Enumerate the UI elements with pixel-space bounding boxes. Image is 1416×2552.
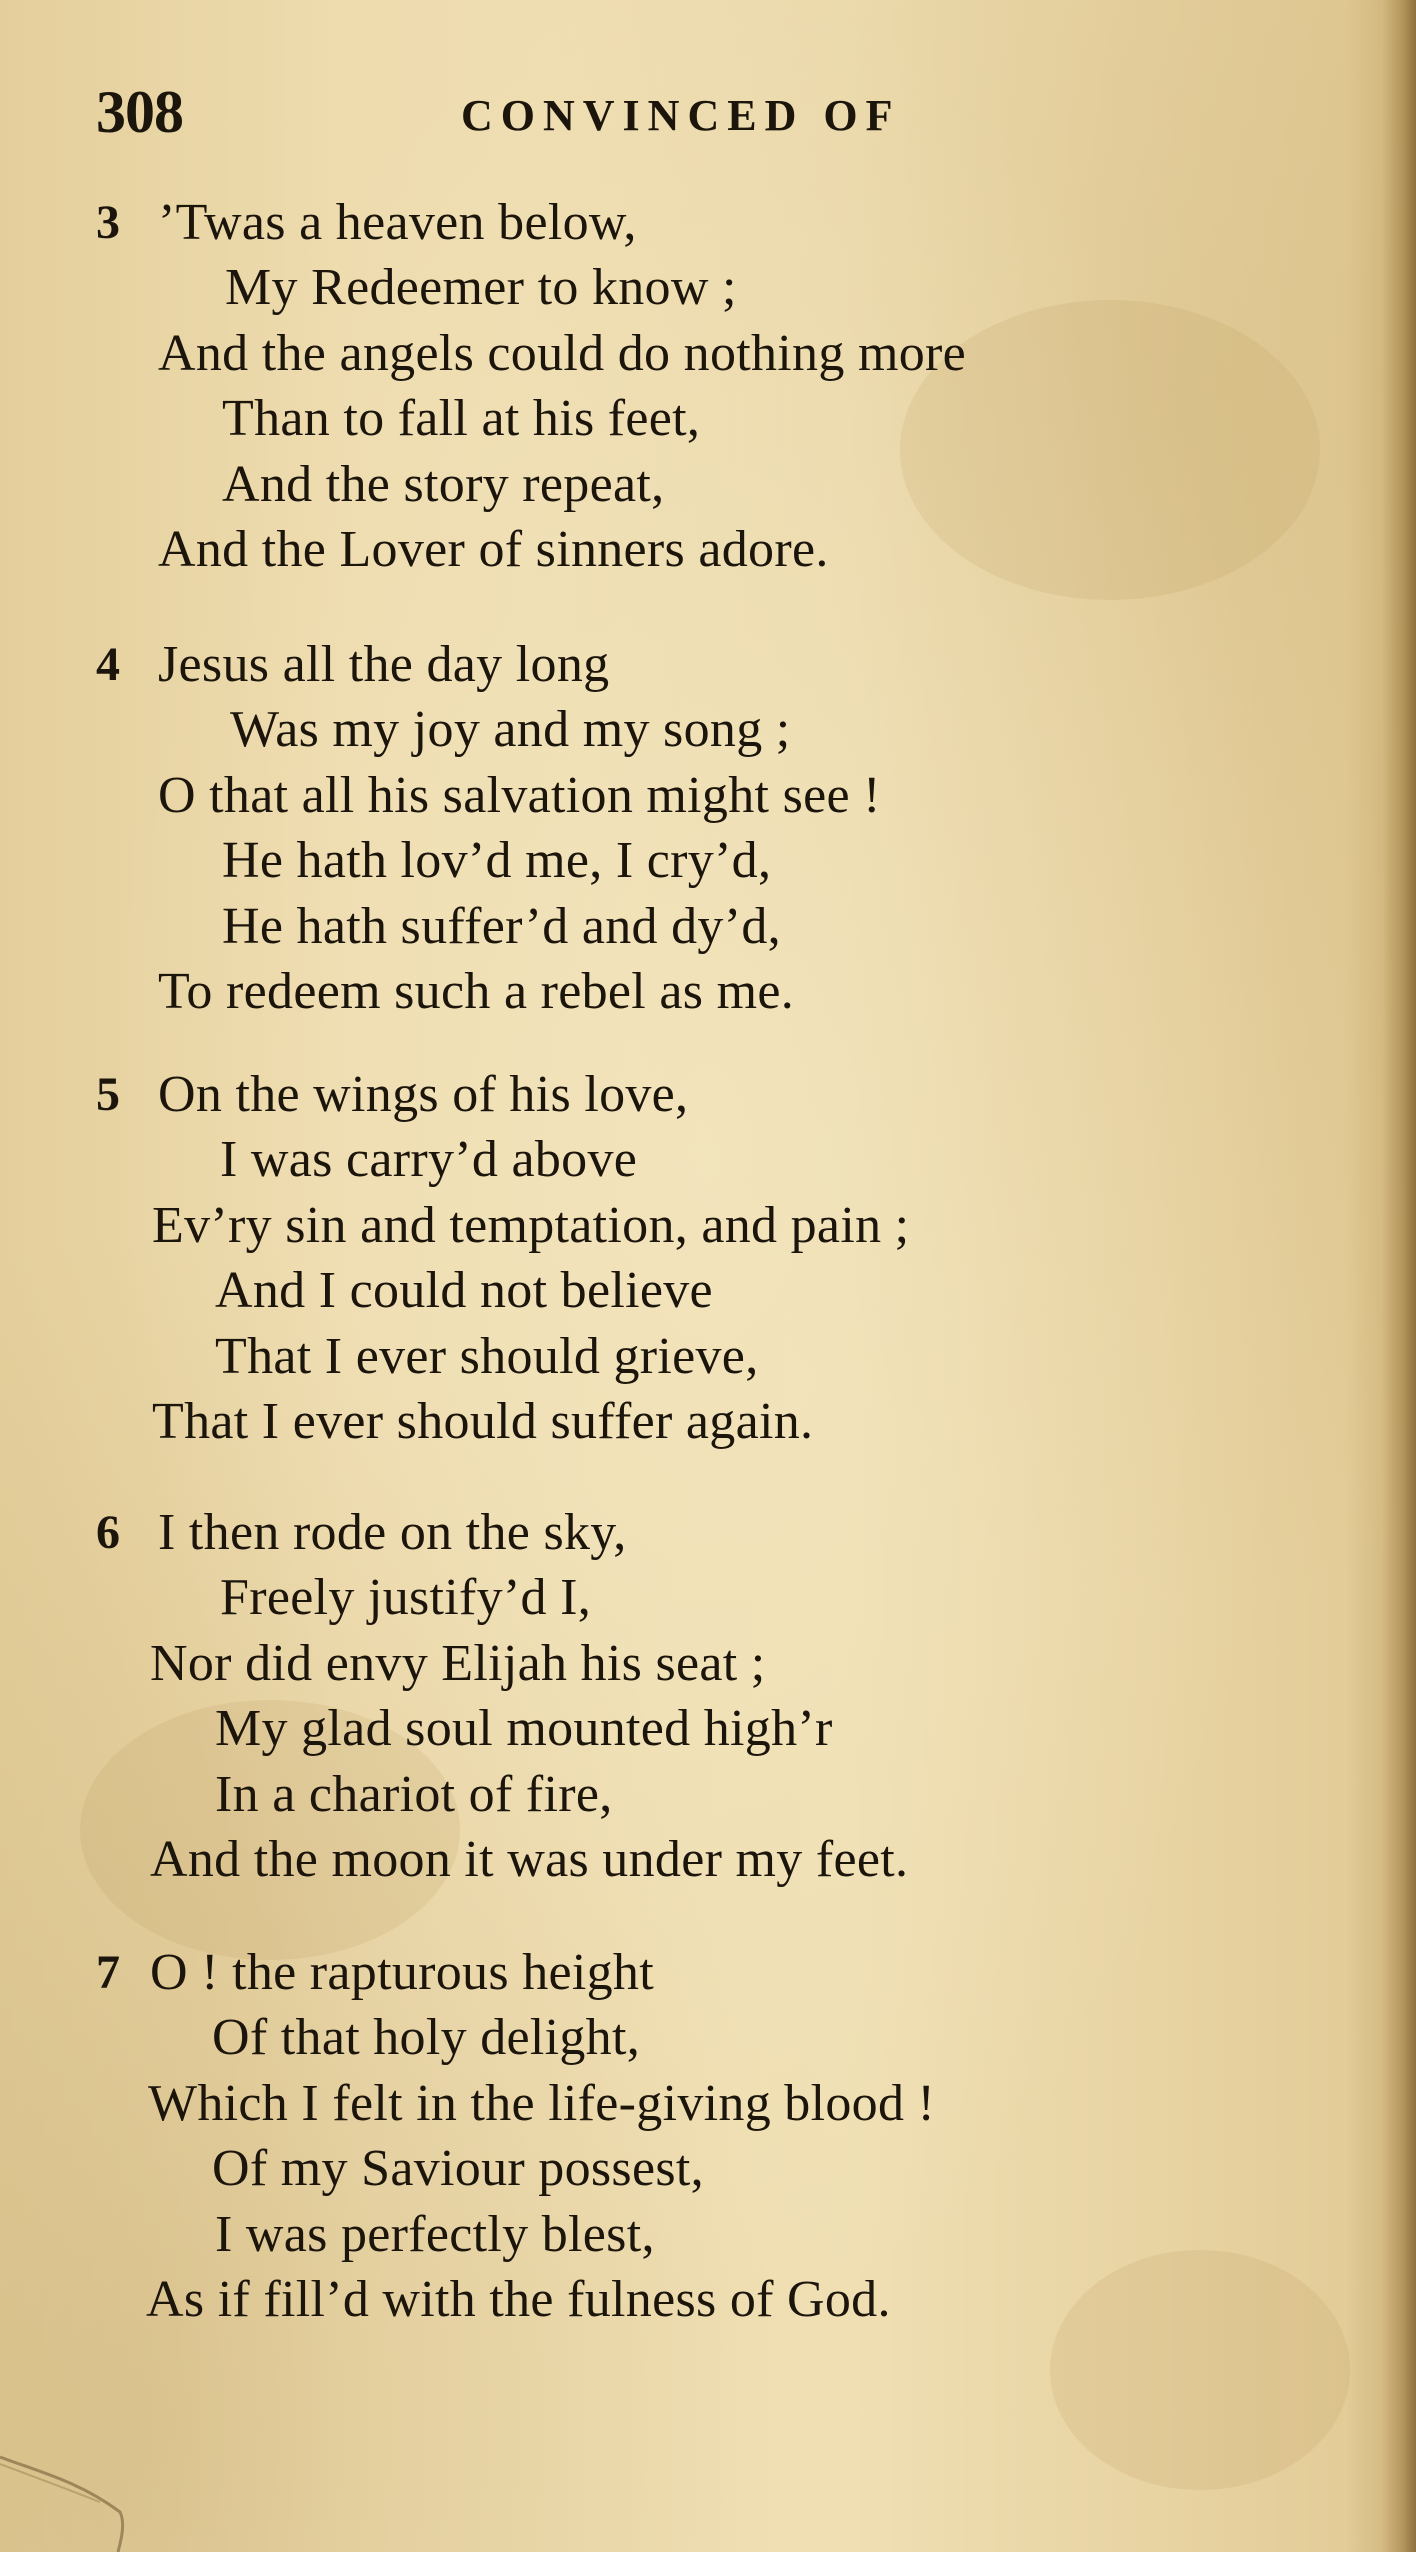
verse-line: ’Twas a heaven below,	[158, 194, 637, 251]
verse-line: Ev’ry sin and temptation, and pain ;	[152, 1197, 910, 1254]
stanza-number: 6	[96, 1506, 121, 1559]
verse-line: And the story repeat,	[222, 456, 665, 513]
verse-line: In a chariot of fire,	[215, 1766, 613, 1823]
verse-line: Of my Saviour possest,	[212, 2140, 704, 2197]
verse-line: My glad soul mounted high’r	[215, 1700, 833, 1757]
paper-stain	[1050, 2250, 1350, 2490]
page-number: 308	[96, 79, 183, 145]
verse-line: I was perfectly blest,	[215, 2206, 655, 2263]
verse-line: And I could not believe	[215, 1262, 713, 1319]
verse-line: And the angels could do nothing more	[158, 325, 966, 382]
verse-line: That I ever should suffer again.	[152, 1393, 814, 1450]
stanza-number: 5	[96, 1068, 121, 1121]
stanza-number: 4	[96, 638, 121, 691]
verse-line: I was carry’d above	[220, 1131, 638, 1188]
verse-line: He hath suffer’d and dy’d,	[222, 898, 781, 955]
verse-line: On the wings of his love,	[158, 1066, 689, 1123]
page-edge	[1382, 0, 1416, 2552]
page-header-title: CONVINCED OF	[461, 91, 901, 140]
stanza-number: 3	[96, 196, 121, 249]
verse-line: Than to fall at his feet,	[222, 390, 701, 447]
verse-line: My Redeemer to know ;	[225, 259, 737, 316]
verse-line: That I ever should grieve,	[215, 1328, 759, 1385]
verse-line: And the Lover of sinners adore.	[158, 521, 829, 578]
running-head	[96, 78, 1196, 158]
verse-line: I then rode on the sky,	[158, 1504, 627, 1561]
verse-line: Was my joy and my song ;	[230, 701, 791, 758]
verse-line: And the moon it was under my feet.	[150, 1831, 909, 1888]
stanza-number: 7	[96, 1946, 121, 1999]
verse-line: Freely justify’d I,	[220, 1569, 592, 1626]
verse-line: Nor did envy Elijah his seat ;	[150, 1635, 766, 1692]
verse-line: O ! the rapturous height	[150, 1944, 654, 2001]
verse-line: As if fill’d with the fulness of God.	[146, 2271, 891, 2328]
corner-scratch	[0, 2402, 200, 2552]
verse-line: He hath lov’d me, I cry’d,	[222, 832, 772, 889]
verse-line: Of that holy delight,	[212, 2009, 641, 2066]
verse-line: Which I felt in the life-giving blood !	[148, 2075, 936, 2132]
verse-line: Jesus all the day long	[158, 636, 610, 693]
verse-line: O that all his salvation might see !	[158, 767, 881, 824]
verse-line: To redeem such a rebel as me.	[158, 963, 795, 1020]
